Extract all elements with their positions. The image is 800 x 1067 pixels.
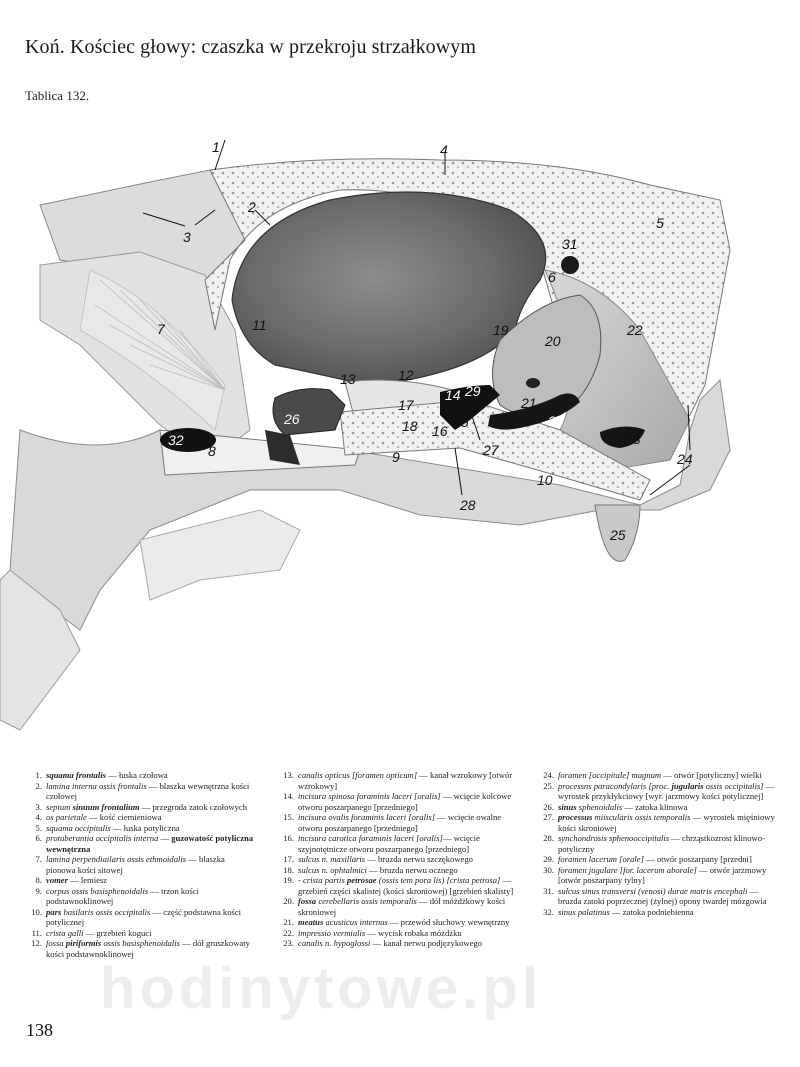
legend-item-number: 32. [543, 906, 554, 917]
label-32: 32 [168, 432, 184, 448]
label-22: 22 [627, 322, 643, 338]
legend-item-number: 5. [35, 822, 42, 833]
label-21: 21 [521, 395, 537, 411]
legend-column-3 [536, 770, 780, 917]
legend-item [24, 802, 256, 813]
legend-item [536, 854, 780, 865]
legend-item-number: 20. [283, 896, 294, 906]
legend-item-text: sulcus n. ophtalmici — bruzda nerwu ocznego [298, 864, 458, 875]
legend-item-number: 19. [283, 875, 294, 885]
label-28: 28 [460, 497, 476, 513]
label-11: 11 [252, 317, 267, 333]
legend-item-number: 28. [543, 833, 554, 843]
legend-item-number: 7. [35, 854, 42, 864]
legend-item-text: canalis opticus [foramen opticum] — kanał wzrokowy [otwór wzrokowy] [298, 770, 513, 791]
legend-item-text: fossa cerebellaris ossis temporalis — dół móżdżkowy kości skroniowej [298, 896, 506, 917]
label-12: 12 [398, 367, 414, 383]
label-15: 15 [453, 414, 469, 430]
legend-item [276, 854, 520, 865]
legend-item-text: sinus sphenoidalis — zatoka klinowa [558, 801, 688, 812]
label-27: 27 [483, 442, 499, 458]
label-20: 20 [545, 333, 561, 349]
legend-item-text: - crista partis petrosae (ossis tem pora lis) [crista petrosa] — grzebień części skalistej (kości skroniowej) [grzebień skalisty] [298, 875, 514, 896]
legend-item-text: foramen [occipitale] magnum — otwór [potyliczny] wielki [558, 770, 762, 780]
legend-item-text: sulcus sinus transversi (venosi) durae matris encephali — bruzda zatoki poprzecznej (żylnej) opony twardej mózgowia [558, 885, 767, 906]
legend-item-number: 26. [543, 801, 554, 812]
legend-item [24, 833, 256, 854]
label-16: 16 [432, 423, 448, 439]
legend-item [276, 917, 520, 928]
legend-item-text: canalis n. hypoglossi — kanał nerwu podjęzykowego [298, 938, 483, 948]
label-23: 23 [625, 431, 641, 447]
label-6: 6 [548, 269, 556, 285]
legend-item-number: 14. [283, 791, 294, 801]
legend-item-number: 1. [35, 770, 42, 780]
legend-item-number: 12. [31, 938, 42, 948]
legend-item [536, 802, 780, 813]
legend-item [536, 907, 780, 918]
legend-item [24, 781, 256, 802]
legend-item-text: lamina interna ossis frontalis — blaszka wewnętrzna kości czołowej [46, 780, 250, 801]
page-number: 138 [26, 1020, 53, 1040]
page-title: Koń. Kościec głowy: czaszka w przekroju strzałkowym [25, 36, 477, 58]
legend-item [276, 875, 520, 896]
legend-item [24, 938, 256, 959]
legend-item-number: 16. [283, 833, 294, 843]
legend-item [536, 833, 780, 854]
legend-item [536, 886, 780, 907]
legend-item-number: 24. [543, 770, 554, 780]
label-25: 25 [610, 527, 626, 543]
legend-item [276, 896, 520, 917]
label-31: 31 [562, 236, 578, 252]
legend-item-text: incisura ovalis foraminis laceri [oralis] — wcięcie owalne otworu poszarpanego [przedniego] [298, 812, 502, 833]
legend-item-number: 22. [283, 927, 294, 938]
legend-item-number: 15. [283, 812, 294, 822]
legend-item-text: processns paracondylaris [proc. jugularis ossis occipitalis] — wyrostek przykłykciowy [wyr. jarzmowy kości potylicznej] [558, 780, 775, 801]
label-26: 26 [284, 411, 300, 427]
legend-item-number: 13. [283, 770, 294, 780]
legend-item-text: pars basilaris ossis occipitalis — część podstawna kości potylicznej [46, 906, 242, 927]
label-30: 30 [548, 413, 564, 429]
legend-item [276, 812, 520, 833]
legend-item [536, 865, 780, 886]
legend-item-number: 4. [35, 812, 42, 822]
legend-item-text: impressio vermialis — wycisk robaka móżdżku [298, 927, 462, 938]
label-24: 24 [677, 451, 693, 467]
legend-item [24, 928, 256, 939]
legend-item-text: vomer — lemiesz [46, 875, 108, 885]
skull-sagittal-section-illustration [0, 130, 800, 750]
legend-item [24, 854, 256, 875]
legend-item-text: foramen lacerum [orale] — otwór poszarpany [przedni] [558, 854, 752, 864]
legend-item-text: sulcus n. maxillaris — bruzda nerwu szczękowego [298, 854, 473, 864]
legend-item [24, 886, 256, 907]
legend-item-number: 23. [283, 938, 294, 948]
label-17: 17 [398, 397, 414, 413]
legend-item [276, 791, 520, 812]
legend-item-number: 2. [35, 780, 42, 791]
legend-column-1 [24, 770, 256, 959]
legend-item-number: 10. [31, 906, 42, 917]
legend-item-number: 11. [31, 927, 42, 938]
label-3: 3 [183, 229, 191, 245]
legend-item-number: 21. [283, 917, 294, 927]
label-1: 1 [212, 139, 220, 155]
legend-column-2 [276, 770, 520, 949]
legend-item-text: septum sinuum frontalium — przegroda zatok czołowych [46, 801, 247, 812]
legend-item-number: 30. [543, 864, 554, 875]
label-2: 2 [248, 199, 256, 215]
legend-item-text: fossa piriformis ossis basisphenoidalis — dół gruszkowaty kości podstawnoklinowej [46, 938, 250, 959]
legend-item-text: crista galli — grzebień koguci [46, 927, 152, 938]
label-5: 5 [656, 215, 664, 231]
legend-item [536, 781, 780, 802]
legend-item [24, 875, 256, 886]
legend-item [24, 812, 256, 823]
legend-item-number: 25. [543, 780, 554, 791]
plate-label: Tablica 132. [25, 88, 90, 103]
legend-item [276, 928, 520, 939]
label-8: 8 [208, 443, 216, 459]
label-4: 4 [440, 142, 448, 158]
legend-item-number: 18. [283, 864, 294, 875]
legend-item [24, 823, 256, 834]
label-7: 7 [157, 321, 165, 337]
legend-item [276, 833, 520, 854]
legend-item-text: incisura carotica foraminis laceri [oralis]— wcięcie szyjnotętnicze otworu poszarpanego [przedniego] [298, 833, 480, 854]
legend-item-number: 8. [35, 875, 42, 885]
label-10: 10 [537, 472, 553, 488]
label-14: 14 [445, 387, 461, 403]
legend-item-text: synchondrosis sphenooccipitalis — chrząstkozrost klinowo-potyliczny [558, 833, 765, 854]
legend-item-number: 17. [283, 854, 294, 864]
legend-item-number: 27. [543, 812, 554, 822]
legend-item-number: 3. [35, 801, 42, 812]
legend-item [276, 770, 520, 791]
legend-item-number: 29. [543, 854, 554, 864]
legend-item-text: squama frontalis — łuska czołowa [46, 770, 168, 780]
legend-item-text: processus miiscularis ossis temporalis — wyrostek mięśniowy kości skroniowej [558, 812, 775, 833]
watermark: hodinytowe.pl [100, 956, 542, 1021]
legend-item-text: corpus ossis basisphenoidalis — trzon kości podstawnoklinowej [46, 885, 200, 906]
legend-item-text: protuberantia occipitalis interna — guzowatość potyliczna wewnętrzna [46, 833, 254, 854]
label-19: 19 [493, 322, 509, 338]
legend-item-text: os parietale — kość ciemieniowa [46, 812, 162, 822]
label-13: 13 [340, 371, 356, 387]
label-18: 18 [402, 418, 418, 434]
legend-item-text: sinus palatinus — zatoka podniebienna [558, 906, 694, 917]
legend-item-text: foramen jugulare [for. lacerum aborale] — otwór jarzmowy [otwór poszarpany tylny] [558, 864, 767, 885]
legend-item [24, 770, 256, 781]
legend-item [536, 812, 780, 833]
legend-item-text: incisura spinosa foraminis laceri [oralis] — wcięcie kolcowe otworu poszarpanego [przedniego] [298, 791, 512, 812]
legend-item [24, 907, 256, 928]
legend-item [536, 770, 780, 781]
legend-item-number: 9. [35, 885, 42, 896]
legend-item-text: squama occipitalis — łuska potyliczna [46, 822, 180, 833]
legend-item-text: meatus acusticus internus — przewód słuchowy wewnętrzny [298, 917, 510, 927]
legend-item-number: 31. [543, 885, 554, 896]
legend-item [276, 865, 520, 876]
label-29: 29 [465, 383, 481, 399]
label-9: 9 [392, 449, 400, 465]
legend-item-number: 6. [35, 833, 42, 843]
legend-item [276, 938, 520, 949]
legend-item-text: lamina perpendiailaris ossis ethmoidalis — blaszka pionowa kości sitowej [46, 854, 225, 875]
